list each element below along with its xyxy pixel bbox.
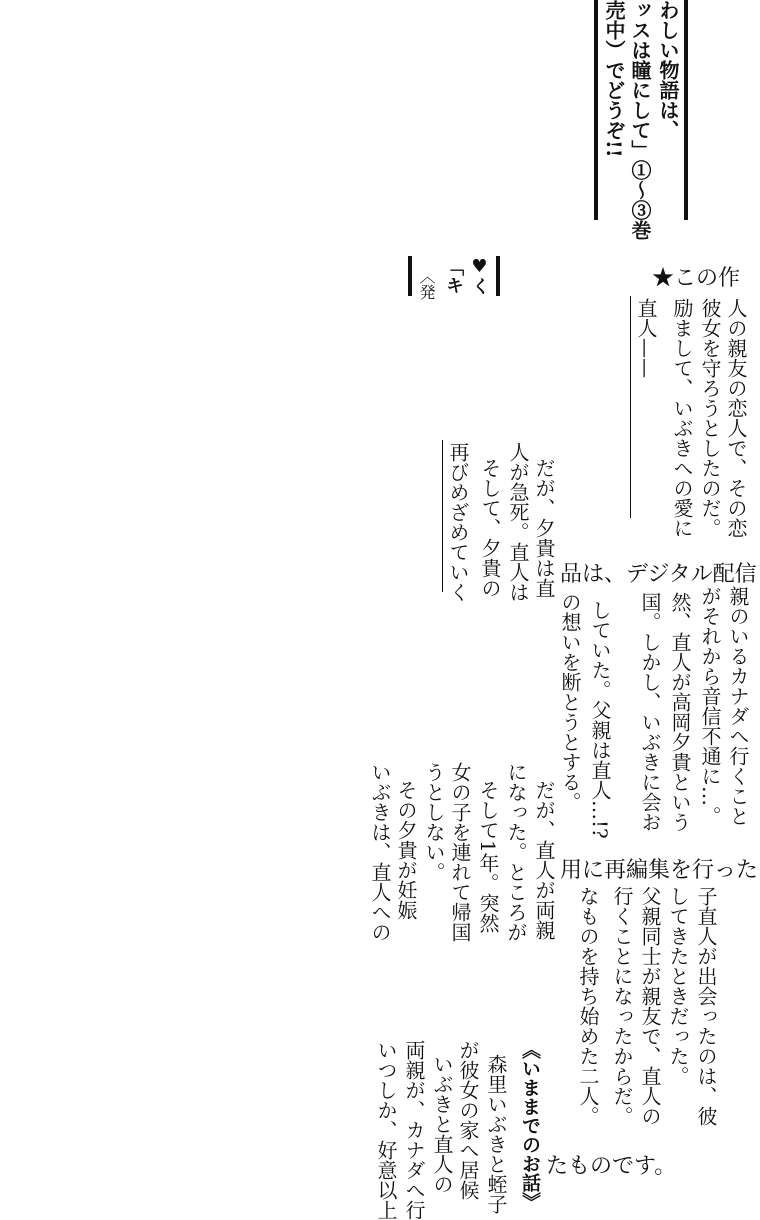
block-a-line-3: 励まして、いぶきへの愛に [670, 298, 694, 538]
block-c [556, 586, 760, 856]
top-box-line-2: ッスは瞳にして」①〜③巻 [628, 0, 652, 240]
small-box-line-3: 〈発 [417, 268, 436, 300]
top-box-line-1: わしい物語は、 [656, 0, 680, 140]
block-f-line-4: いぶきと直人の [430, 1054, 454, 1194]
block-e-line-4: 行くことになったからだ。 [610, 886, 634, 1126]
block-d-line-7: いぶきは、直人への [368, 762, 392, 942]
top-box-border-right [684, 0, 688, 220]
block-d-line-3: そして1年。突然 [476, 780, 500, 933]
block-c-line-5: していた。父親は直人…!? [588, 600, 612, 839]
block-f-line-3: が彼女の家へ居候 [456, 1040, 480, 1200]
block-c-line-2: がそれから音信不通に…。 [698, 586, 722, 826]
block-c-line-4: 国。しかし、いぶきに会お [638, 592, 662, 832]
block-e-line-5: なものを持ち始めた二人。 [576, 886, 600, 1126]
notice-line-4: たものです。 [546, 1154, 677, 1179]
block-d [368, 740, 558, 942]
block-f-line-2: 森里いぶきと蛭子 [484, 1054, 508, 1214]
top-box-line-3: 売中）でどうぞ!! [602, 0, 626, 158]
block-d-line-2: になった。ところが [504, 762, 528, 942]
block-f-line-6: いつしか、好意以上 [374, 1040, 398, 1220]
small-box-line-1: ♥く [469, 256, 490, 295]
block-b-line-3: そして、夕貴の [478, 458, 502, 598]
block-e [556, 886, 720, 1126]
block-b-line-1: だが、夕貴は直 [532, 458, 556, 598]
block-c-line-1: 親のいるカナダへ行くこと [726, 586, 750, 826]
block-a-divider [630, 296, 631, 518]
block-b-line-4: 再びめざめていく [446, 442, 470, 602]
block-a [626, 296, 760, 538]
block-b-divider [442, 440, 443, 592]
block-e-line-1: 子直人が出会ったのは、彼 [694, 886, 718, 1126]
block-a-line-4: 直人—— [634, 298, 658, 378]
small-box-border-right [496, 256, 500, 296]
block-f-line-1: 《いままでのお話》 [519, 1040, 541, 1211]
notice-line-1: ★この作 [652, 266, 741, 291]
block-c-line-6: の想いを断とうとする。 [558, 592, 582, 812]
notice-line-3: 用に再編集を行った [560, 858, 759, 883]
block-d-line-6: その夕貴が妊娠 [394, 780, 418, 920]
block-f [374, 1040, 550, 1220]
block-a-line-2: 彼女を守ろうとしたのだ。 [698, 298, 722, 538]
block-d-line-4: 女の子を連れて帰国 [448, 762, 472, 942]
block-f-line-5: 両親が、カナダへ行 [402, 1040, 426, 1220]
block-e-line-3: 父親同士が親友で、直人の [638, 886, 662, 1126]
block-d-line-1: だが、直人が両親 [532, 780, 556, 940]
block-c-line-3: 然、直人が高岡夕貴という [668, 592, 692, 832]
small-box-line-2: 「キ [443, 258, 464, 294]
small-box-border-left [408, 256, 412, 296]
block-b [440, 440, 558, 602]
notice-line-2: 品は、デジタル配信 [560, 562, 757, 587]
block-a-line-1: 人の親友の恋人で、その恋 [724, 298, 748, 538]
top-box-border-left [594, 0, 598, 220]
block-d-line-5: うとしない。 [422, 762, 446, 882]
block-b-line-2: 人が急死。直人は [506, 442, 530, 602]
block-e-line-2: してきたときだった。 [666, 886, 690, 1086]
